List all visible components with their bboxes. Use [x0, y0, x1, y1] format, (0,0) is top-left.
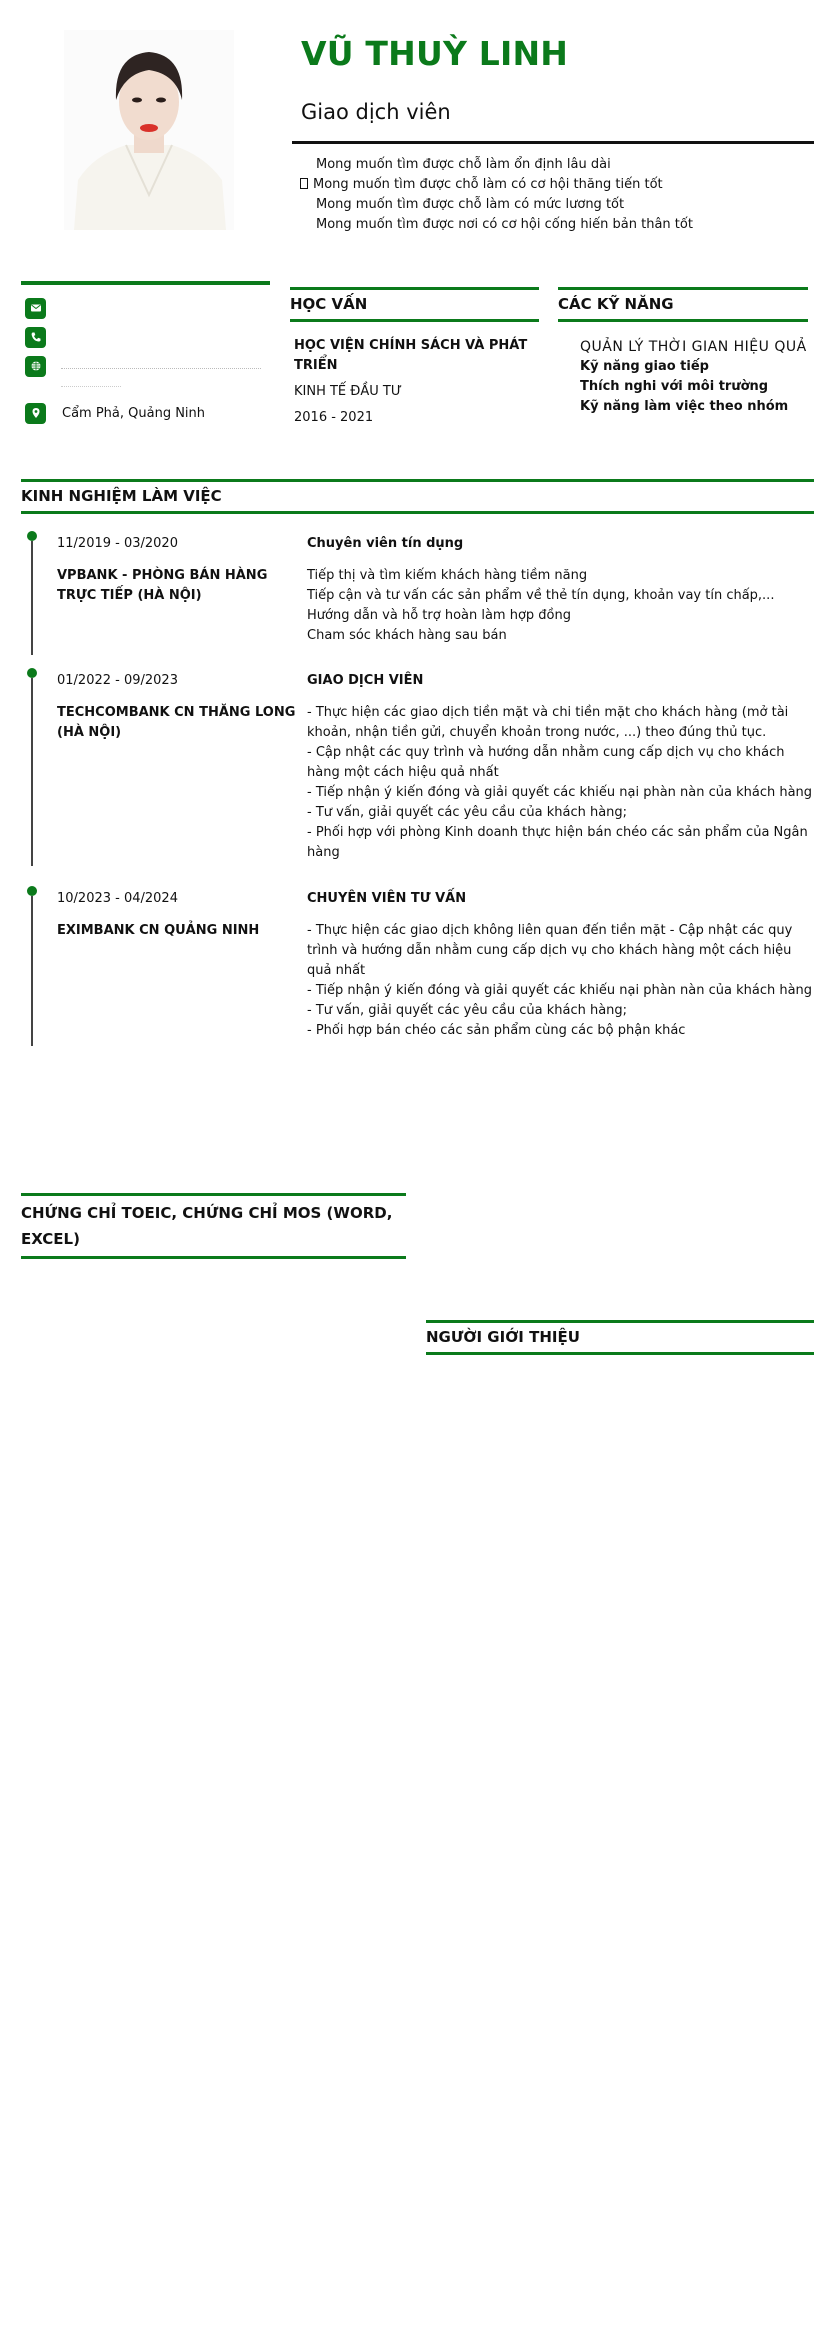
job-title: GIAO DỊCH VIÊN: [307, 673, 424, 688]
job-title: Chuyên viên tín dụng: [307, 536, 464, 551]
job-entry: [57, 673, 817, 863]
candidate-role: Giao dịch viên: [301, 100, 451, 124]
phone-icon: [25, 327, 46, 348]
job-company: VPBANK - PHÒNG BÁN HÀNG TRỰC TIẾP (HÀ NỘI): [57, 568, 268, 603]
job-dates: 10/2023 - 04/2024: [57, 891, 178, 906]
skill-item: QUẢN LÝ THỜI GIAN HIỆU QUẢ: [580, 339, 807, 355]
missing-glyph-icon: [300, 178, 308, 189]
objective-item: Mong muốn tìm được chỗ làm có cơ hội thăng tiến tốt: [300, 175, 693, 195]
skill-item: Kỹ năng giao tiếp: [580, 359, 709, 374]
job-company: TECHCOMBANK CN THĂNG LONG (HÀ NỘI): [57, 705, 296, 740]
skill-item: Thích nghi với môi trường: [580, 379, 769, 394]
contact-website: [25, 355, 275, 377]
website-text-obscured: [61, 368, 261, 369]
timeline-dot: [27, 668, 37, 678]
portrait-image: [64, 30, 234, 230]
job-dates: 01/2022 - 09/2023: [57, 673, 178, 688]
website-text-obscured: [61, 386, 121, 387]
timeline-line: [31, 541, 33, 655]
education-entry: [294, 336, 534, 428]
school-name: HỌC VIỆN CHÍNH SÁCH VÀ PHÁT TRIỂN: [294, 338, 528, 373]
job-company: EXIMBANK CN QUẢNG NINH: [57, 923, 260, 938]
job-description: - Thực hiện các giao dịch không liên quan đến tiền mặt - Cập nhật các quy trình và hướng dẫn nhằm cung cấp dịch vụ cho khách hàng một cách hiệu quả nhất - Tiếp nhận ý kiến đóng và giải quyết các khiếu nại phàn nàn của khách hàng - Tư vấn, giải quyết các yêu cầu của khách hàng; - Phối hợp bán chéo các sản phẩm cùng các bộ phận khác: [307, 923, 813, 1038]
job-description: Tiếp thị và tìm kiếm khách hàng tiềm năng Tiếp cận và tư vấn các sản phẩm về thẻ tín dụng, khoản vay tín chấp,... Hướng dẫn và hỗ trợ hoàn làm hợp đồng Cham sóc khách hàng sau bán: [307, 568, 775, 643]
globe-icon: [25, 356, 46, 377]
skills-heading: CÁC KỸ NĂNG: [558, 287, 808, 322]
contact-address: [25, 402, 275, 424]
contact-divider: [21, 281, 270, 285]
certificates-heading: CHỨNG CHỈ TOEIC, CHỨNG CHỈ MOS (WORD, EXCEL): [21, 1193, 406, 1259]
contact-email: [25, 297, 275, 319]
experience-heading: KINH NGHIỆM LÀM VIỆC: [21, 479, 814, 514]
contact-phone: [25, 326, 275, 348]
study-years: 2016 - 2021: [294, 410, 374, 425]
job-entry: [57, 891, 817, 1041]
skill-item: Kỹ năng làm việc theo nhóm: [580, 399, 789, 414]
timeline-line: [31, 896, 33, 1046]
profile-photo: [64, 30, 234, 230]
objective-item: Mong muốn tìm được chỗ làm có mức lương tốt: [316, 197, 625, 212]
timeline-dot: [27, 531, 37, 541]
skills-list: [580, 337, 807, 417]
objective-item: Mong muốn tìm được nơi có cơ hội cống hiến bản thân tốt: [316, 217, 693, 232]
candidate-name: VŨ THUỲ LINH: [301, 34, 569, 73]
timeline-line: [31, 678, 33, 866]
map-pin-icon: [25, 403, 46, 424]
job-entry: [57, 536, 817, 646]
envelope-icon: [25, 298, 46, 319]
major: KINH TẾ ĐẦU TƯ: [294, 384, 402, 399]
references-heading: NGƯỜI GIỚI THIỆU: [426, 1320, 814, 1355]
job-description: - Thực hiện các giao dịch tiền mặt và chi tiền mặt cho khách hàng (mở tài khoản, nhận tiền gửi, chuyển khoản trong nước, ...) theo đúng thủ tục. - Cập nhật các quy trình và hướng dẫn nhằm cung cấp dịch vụ cho khách hàng một cách hiệu quả nhất - Tiếp nhận ý kiến đóng và giải quyết các khiếu nại phàn nàn của khách hàng - Tư vấn, giải quyết các yêu cầu của khách hàng; - Phối hợp với phòng Kinh doanh thực hiện bán chéo các sản phẩm của Ngân hàng: [307, 705, 813, 860]
address-value: Cẩm Phả, Quảng Ninh: [62, 405, 206, 421]
timeline-dot: [27, 886, 37, 896]
job-title: CHUYÊN VIÊN TƯ VẤN: [307, 891, 467, 906]
header-divider: [292, 141, 814, 144]
job-dates: 11/2019 - 03/2020: [57, 536, 178, 551]
career-objectives: [300, 155, 693, 235]
education-heading: HỌC VẤN: [290, 287, 539, 322]
objective-item: Mong muốn tìm được chỗ làm ổn định lâu dài: [316, 157, 611, 172]
